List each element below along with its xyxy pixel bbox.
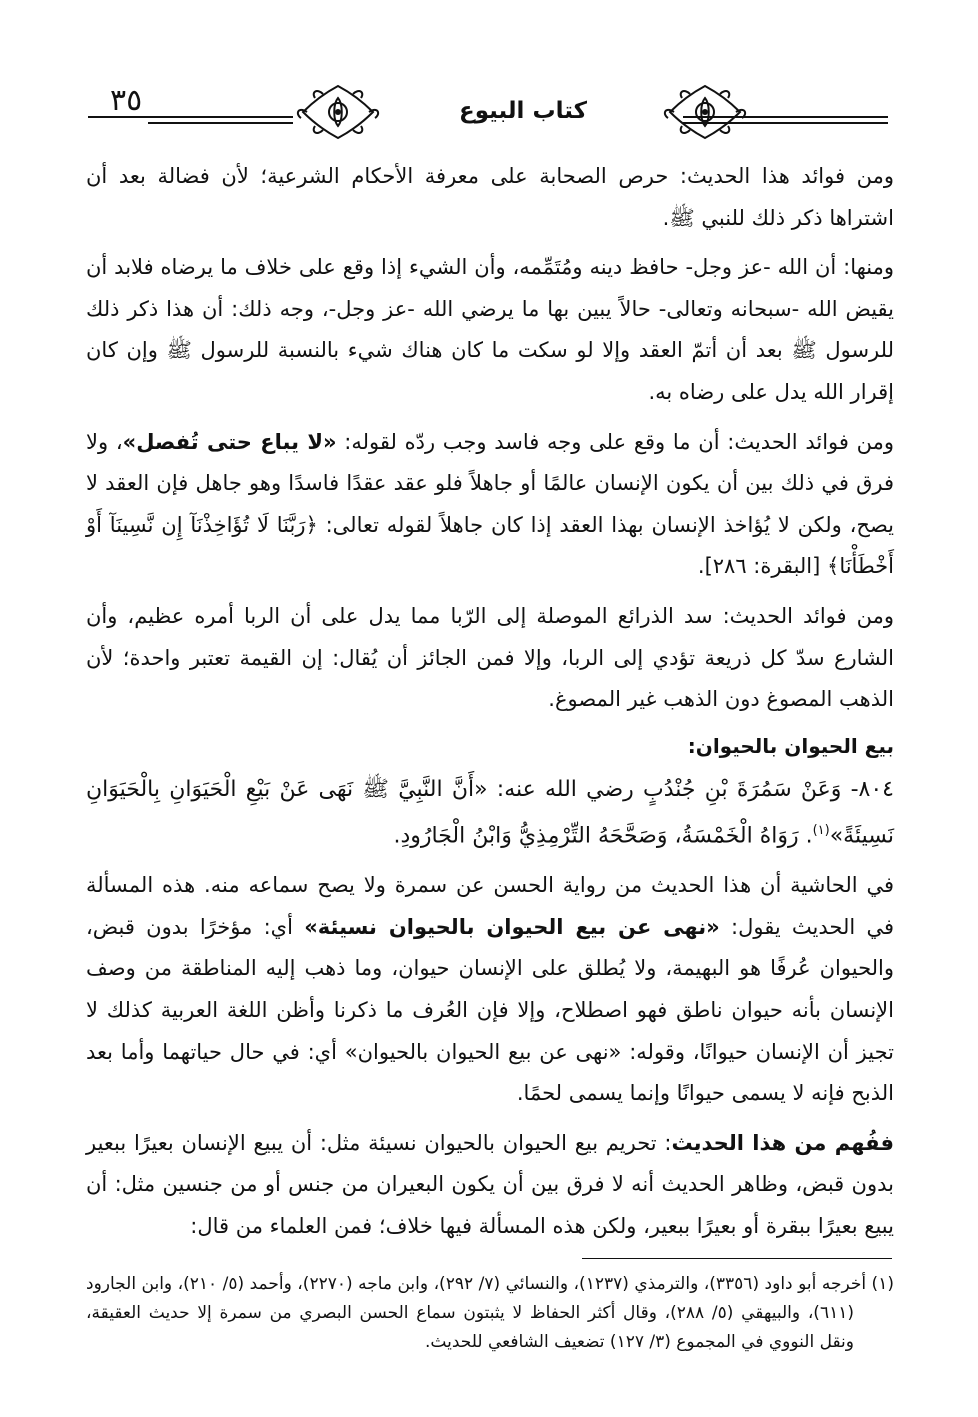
hadith-quote: «نهى عن بيع الحيوان بالحيوان نسيئة»	[304, 914, 720, 939]
paragraph-explanation	[86, 865, 894, 1115]
page-header	[88, 78, 888, 148]
footnote-divider	[582, 1258, 892, 1259]
header-rule-left-double	[148, 122, 293, 124]
paragraph-benefit-2	[86, 247, 894, 413]
paragraph-text: ومن فوائد الحديث: أن ما وقع على وجه فاسد وجب ردّه لقوله:	[336, 429, 895, 454]
chapter-title: كتاب البيوع	[459, 98, 587, 124]
paragraph-text: ، ولا فرق في ذلك بين أن يكون الإنسان عالمًا أو جاهلاً فلو عقد عقدًا فاسدًا وهو جاهل فإن العقد لا يصح، ولكن لا يُؤاخذ الإنسان بهذا العقد إذا كان جاهلاً لقوله تعالى: ﴿رَبَّنَا لَا تُؤَاخِذْنَآ إِن نَّسِينَآ أَوْ أَخْطَأْنَا﴾ [البقرة: ٢٨٦].	[86, 429, 894, 579]
footnote-reference[interactable]: (١)	[812, 823, 830, 839]
page-number: ٣٥	[110, 83, 143, 118]
paragraph-benefit-4	[86, 596, 894, 721]
paragraph-text: ومنها: أن الله -عز وجل- حافظ دينه ومُتَمِّمه، وأن الشيء إذا وقع على خلاف ما يرضاه فلابد أن يقيض الله -سبحانه وتعالى- حالاً يبين بها ما يرضي الله -عز وجل-، وجه ذلك: أن هذا ذكر ذلك للرسول ﷺ بعد أن أتمّ العقد وإلا لو سكت ما كان هناك شيء بالنسبة للرسول ﷺ وإن كان إقرار الله يدل على رضاه به.	[86, 255, 894, 404]
footnotes	[86, 1270, 894, 1357]
section-heading: بيع الحيوان بالحيوان:	[687, 733, 894, 758]
paragraph-text: ومن فوائد هذا الحديث: حرص الصحابة على معرفة الأحكام الشرعية؛ لأن فضالة بعد أن اشتراها ذكر ذلك للنبي ﷺ.	[86, 164, 894, 230]
paragraph-text: أي: مؤخرًا بدون قبض، والحيوان عُرفًا هو البهيمة، ولا يُطلق على الإنسان حيوان، وما ذهب إليه المناطقة من وصف الإنسان بأنه حيوان ناطق فهو اصطلاح، وإلا فإن العُرف ما ذكرنا وأظن اللغة العربية كذلك لا تجيز أن الإنسان حيوانًا، وقوله: «نهى عن بيع الحيوان بالحيوان» أي: في حال حياتهما وأما بعد الذبح فإنه لا يسمى حيوانًا وإنما يسمى لحمًا.	[86, 914, 894, 1106]
paragraph-benefit-1	[86, 156, 894, 239]
floral-ornament-icon	[293, 80, 383, 144]
paragraph-text: في الحاشية أن هذا الحديث من رواية الحسن عن سمرة ولا يصح سماعه منه. هذه المسألة في الحديث يقول:	[86, 873, 895, 939]
footnote-1: (١) أخرجه أبو داود (٣٣٥٦)، والترمذي (١٢٣٧)، والنسائي (٧/ ٢٩٢)، وابن ماجه (٢٢٧٠)، وأحمد (٥/ ٢١٠)، وابن الجارود (٦١١)، والبيهقي (٥/ ٢٨٨)، وقال أكثر الحفاظ لا يثبتون سماع الحسن البصري من سمرة إلا حديث العقيقة، ونقل النووي في المجموع (٣/ ١٢٧) تضعيف الشافعي للحديث.	[86, 1274, 894, 1352]
hadith-text: ٨٠٤- وَعَنْ سَمُرَةَ بْنِ جُنْدُبٍ رضي الله عنه: «أَنَّ النَّبِيَّ ﷺ نَهَى عَنْ بَيْعِ الْحَيَوَانِ بِالْحَيَوَانِ نَسِيئَةً»	[86, 776, 894, 849]
paragraph-lead: ففُهم من هذا الحديث	[671, 1130, 895, 1155]
paragraph-text: : تحريم بيع الحيوان بالحيوان نسيئة مثل: أن يبيع الإنسان بعيرًا ببعير بدون قبض، وظاهر الحديث أنه لا فرق بين أن يكون البعيران من جنس أو من جنسين مثل: أن يبيع بعيرًا ببقرة أو بعيرًا ببعير، ولكن هذه المسألة فيها خلاف؛ فمن العلماء من قال:	[86, 1130, 894, 1238]
paragraph-conclusion	[86, 1123, 894, 1248]
paragraph-benefit-3	[86, 422, 894, 588]
hadith-quote: «لا يباع حتى تُفصل»	[122, 429, 337, 454]
header-rule-left	[88, 116, 293, 118]
paragraph-text: ومن فوائد الحديث: سد الذرائع الموصلة إلى الرّبا مما يدل على أن الربا أمره عظيم، وأن الشارع سدّ كل ذريعة تؤدي إلى الربا، وإلا فمن الجائز أن يُقال: إن القيمة تعتبر واحدة؛ لأن الذهب المصوغ دون الذهب غير المصوغ.	[86, 603, 894, 712]
header-rule-right	[683, 116, 888, 118]
hadith-804	[86, 769, 894, 858]
floral-ornament-icon	[660, 80, 750, 144]
header-rule-right-double	[683, 122, 888, 124]
main-text	[86, 156, 894, 1256]
hadith-source: . رَوَاهُ الْخَمْسَةُ، وَصَحَّحَهُ التِّرْمِذِيُّ وَابْنُ الْجَارُودِ.	[393, 823, 813, 849]
